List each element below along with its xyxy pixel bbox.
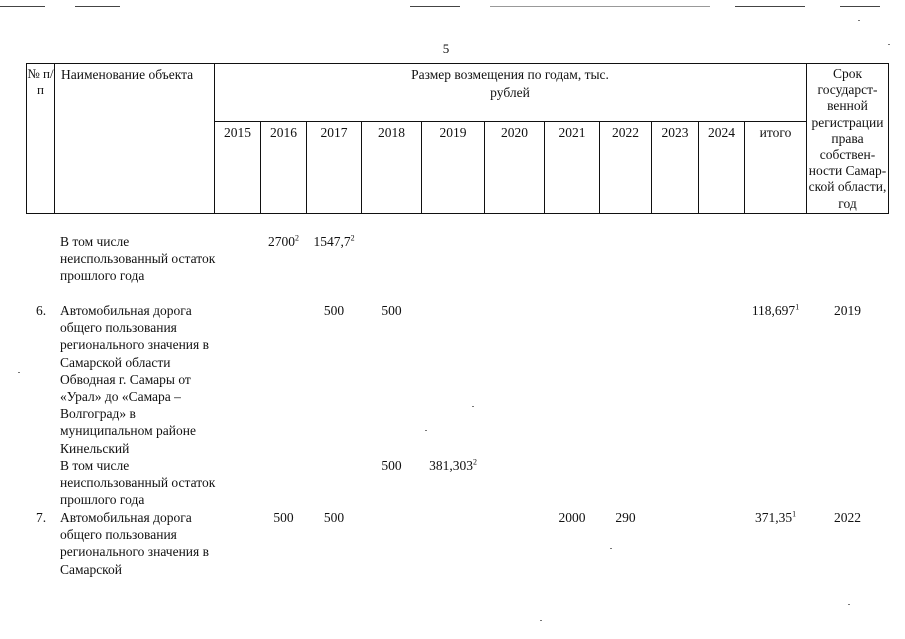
header-year: 2024 — [708, 125, 735, 140]
header-total: итого — [759, 125, 792, 140]
header-year: 2020 — [501, 125, 528, 140]
scan-speck — [848, 604, 850, 605]
page-number: 5 — [442, 41, 450, 56]
value-2018: 500 — [381, 458, 402, 473]
value-2018: 500 — [381, 303, 402, 318]
scan-speck — [425, 430, 427, 431]
scan-speck — [858, 20, 860, 21]
header-year: 2016 — [270, 125, 297, 140]
header-year: 2019 — [439, 125, 467, 140]
header-year: 2023 — [661, 125, 689, 140]
table-border-bottom — [26, 213, 889, 214]
value-total: 118,697$^1$ — [751, 302, 800, 318]
row-object-name: Автомобильная дорога общего пользования регионального значения в Самарской — [60, 510, 209, 577]
value-2016: 500 — [273, 510, 294, 525]
row-object-name: Автомобильная дорога общего пользования регионального значения в Самарской области Обводная г. Самары от «Урал» до «Самара – Волгоград» в муниципальном районе Кинельский — [60, 303, 209, 456]
scan-speck — [540, 620, 542, 621]
scan-speck — [18, 372, 20, 373]
row-object-name: В том числе неиспользованный остаток прошлого года — [60, 458, 216, 508]
row-object-name: В том числе неиспользованный остаток прошлого года — [60, 234, 216, 284]
value-2016: 2700$^2$ — [268, 233, 299, 249]
header-year: 2021 — [558, 125, 586, 140]
header-year: 2018 — [378, 125, 405, 140]
value-2017: 1547,7$^2$ — [313, 233, 355, 249]
value-2017: 500 — [323, 510, 345, 525]
scan-artifact — [410, 6, 460, 7]
scan-artifact — [840, 6, 880, 7]
value-deadline: 2022 — [834, 510, 861, 525]
row-number: 6. — [36, 303, 47, 318]
table-border — [888, 63, 889, 214]
header-year: 2015 — [224, 125, 251, 140]
scan-speck — [610, 548, 612, 549]
value-2017: 500 — [323, 303, 345, 318]
header-number: № п/п — [27, 66, 54, 97]
scan-speck — [472, 406, 474, 407]
table-border-years — [214, 121, 806, 122]
table-border-top — [26, 63, 889, 64]
value-2021: 2000 — [558, 510, 586, 525]
header-amount-group: Размер возмещения по годам, тыс. рублей — [411, 67, 609, 100]
scan-speck — [888, 44, 890, 45]
header-year: 2017 — [320, 125, 348, 140]
table-border — [54, 63, 55, 214]
header-year: 2022 — [612, 125, 639, 140]
value-total: 371,35$^1$ — [754, 509, 797, 525]
value-2022: 290 — [615, 510, 636, 525]
header-registration-deadline: Срок государст-венной регистрации права собствен-ности Самар-ской области, год — [808, 66, 887, 211]
value-deadline: 2019 — [834, 303, 861, 318]
scan-artifact — [75, 6, 120, 7]
scan-artifact — [735, 6, 805, 7]
value-2019: 381,303$^2$ — [429, 457, 477, 473]
header-object-name: Наименование объекта — [61, 67, 194, 82]
scan-artifact — [0, 6, 45, 7]
scan-artifact — [490, 6, 710, 7]
row-number: 7. — [36, 510, 47, 525]
